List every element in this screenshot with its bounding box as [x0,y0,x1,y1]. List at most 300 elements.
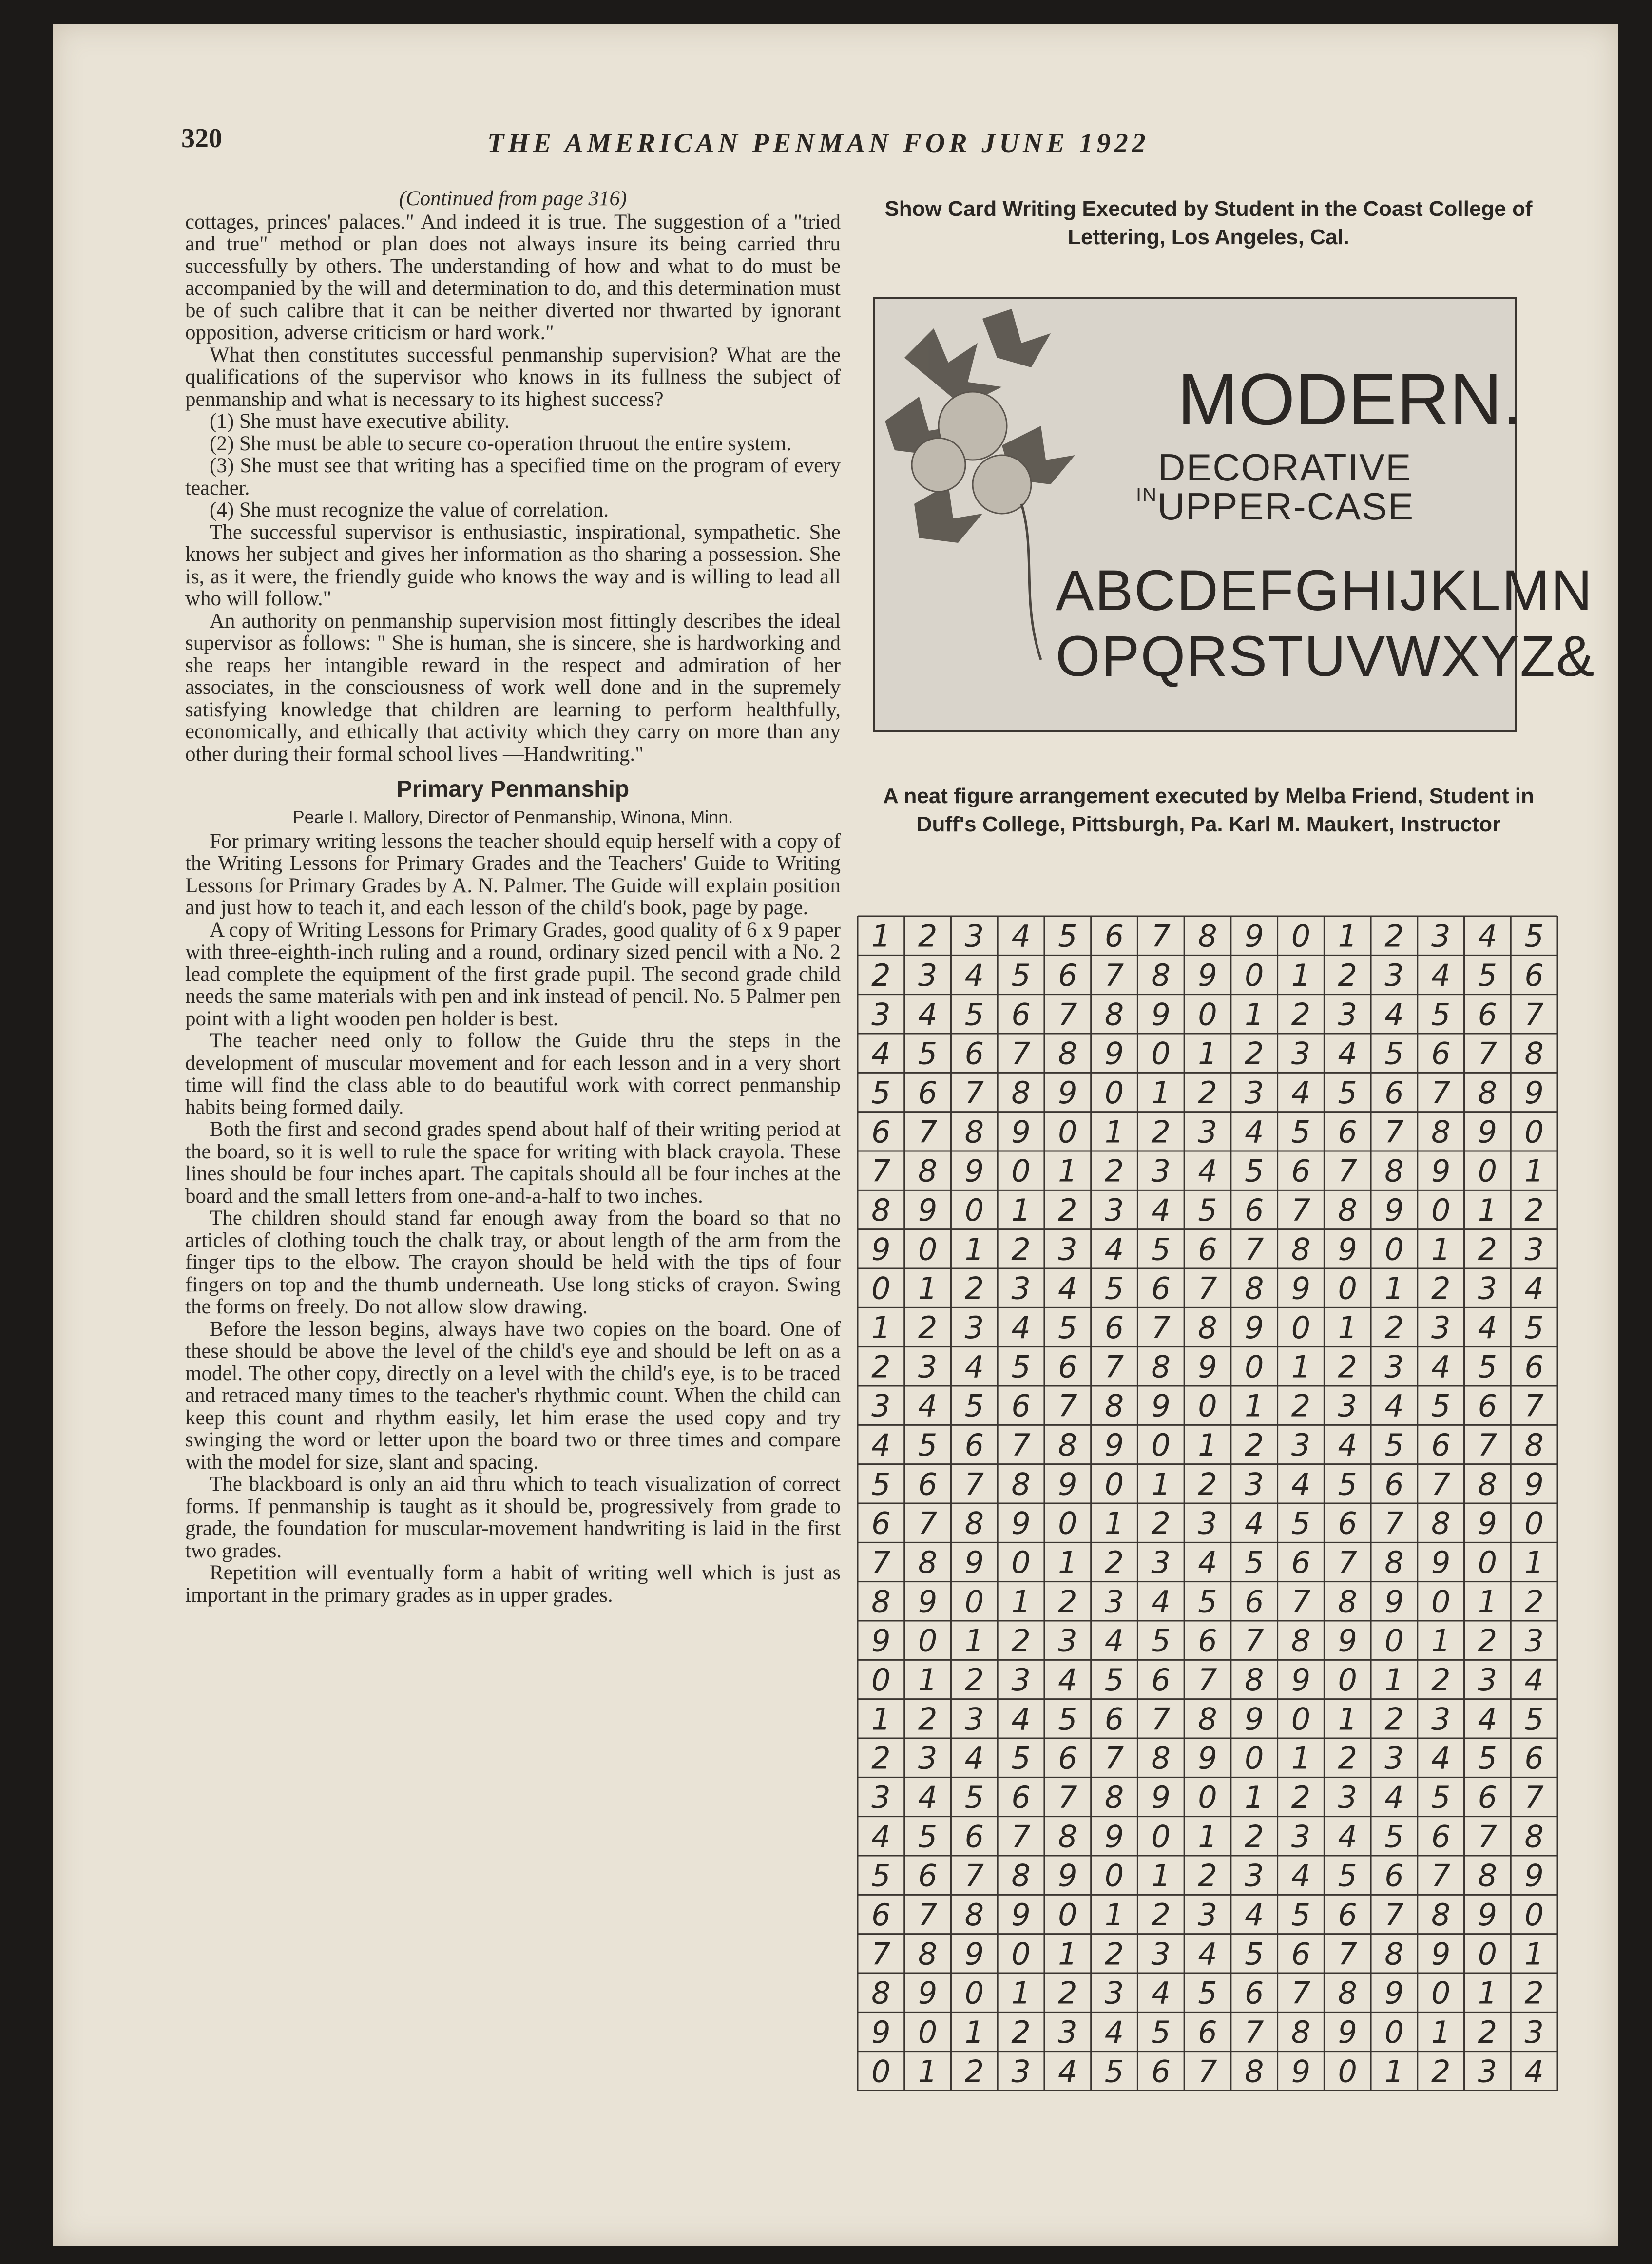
grid-digit: 9 [918,1975,938,2011]
grid-digit: 2 [1338,1740,1357,1776]
show-card-caption: Show Card Writing Executed by Student in the Coast College of Lettering, Los Angeles, Cal. [884,197,1533,249]
grid-digit: 9 [1151,1779,1171,1815]
grid-digit: 3 [1011,1662,1031,1698]
grid-digit: 6 [1338,1505,1357,1541]
grid-digit: 8 [1104,1388,1124,1424]
grid-digit: 9 [1058,1466,1077,1502]
grid-digit: 0 [1291,1701,1311,1737]
continued-note: (Continued from page 316) [399,187,627,210]
grid-digit: 4 [1151,1192,1171,1228]
grid-digit: 2 [1384,1701,1404,1737]
grid-digit: 8 [1058,1427,1077,1463]
grid-digit: 9 [1338,1623,1357,1659]
grid-digit: 9 [1431,1936,1451,1972]
grid-digit: 7 [1524,1779,1544,1815]
grid-digit: 6 [1104,1701,1124,1737]
grid-digit: 1 [1011,1975,1031,2011]
grid-digit: 0 [871,1270,891,1306]
grid-digit: 1 [1198,1036,1217,1072]
grid-digit: 1 [1338,918,1357,954]
grid-digit: 8 [1524,1819,1544,1855]
grid-digit: 4 [1431,1349,1451,1385]
grid-digit: 7 [1011,1036,1031,1072]
grid-digit: 9 [964,1936,984,1972]
grid-digit: 2 [964,1270,984,1306]
grid-digit: 6 [964,1427,984,1463]
grid-digit: 4 [1104,1623,1124,1659]
grid-digit: 8 [964,1505,984,1541]
grid-digit: 0 [918,1231,938,1267]
grid-digit: 0 [964,1192,984,1228]
grid-digit: 9 [1245,918,1264,954]
grid-digit: 1 [1338,1309,1357,1345]
grid-digit: 4 [918,1779,938,1815]
grid-digit: 4 [1011,918,1031,954]
grid-digit: 4 [1151,1975,1171,2011]
grid-digit: 9 [1058,1858,1077,1894]
grid-digit: 4 [1011,1701,1031,1737]
paragraph-authority: An authority on penmanship supervision most fittingly describes the ideal supervisor as follows: " She is human, she is sincere, she is hardworking and she reaps her intangible reward in the respect and admiration of her associates, in the consciousness of work well done and in the supremely satisfying knowledge that children are learning to perform healthfully, economically, and ethically that activity which they carry on more than any other during their formal school lives —Handwriting." [185,609,841,766]
grid-digit: 2 [1058,1975,1077,2011]
grid-digit: 8 [1478,1858,1498,1894]
grid-digit: 6 [1151,2053,1171,2090]
grid-digit: 8 [871,1975,891,2011]
grid-digit: 7 [1104,957,1124,993]
grid-digit: 5 [1245,1544,1264,1580]
grid-digit: 4 [964,1349,984,1385]
grid-digit: 6 [1338,1114,1357,1150]
grid-digit: 0 [1104,1074,1124,1111]
grid-digit: 4 [1524,1662,1544,1698]
show-card-alphabet-2: OPQRSTUVWXYZ& [1056,624,1595,689]
grid-digit: 9 [1198,1349,1217,1385]
grid-digit: 5 [1011,957,1031,993]
grid-digit: 3 [1245,1858,1264,1894]
grid-digit: 8 [1524,1036,1544,1072]
grid-digit: 3 [1151,1544,1171,1580]
grid-digit: 8 [918,1544,938,1580]
grid-digit: 4 [1524,2053,1544,2090]
grid-digit: 3 [1338,997,1357,1033]
grid-digit: 9 [1011,1114,1031,1150]
grid-digit: 2 [1431,1662,1451,1698]
grid-digit: 8 [1524,1427,1544,1463]
grid-digit: 1 [1524,1153,1544,1189]
left-column-article [185,188,841,1606]
grid-digit: 2 [1198,1858,1217,1894]
grid-digit: 1 [918,2053,938,2090]
grid-digit: 6 [1058,1740,1077,1776]
grid-digit: 2 [1151,1505,1171,1541]
grid-digit: 6 [918,1074,938,1111]
grid-digit: 4 [1338,1427,1357,1463]
grid-digit: 1 [1478,1975,1498,2011]
grid-digit: 2 [1245,1427,1264,1463]
grid-digit: 6 [871,1505,891,1541]
grid-digit: 0 [871,2053,891,2090]
grid-digit: 2 [1151,1114,1171,1150]
grid-digit: 9 [1104,1819,1124,1855]
grid-digit: 5 [1151,1623,1171,1659]
grid-digit: 7 [1478,1036,1498,1072]
grid-digit: 4 [918,1388,938,1424]
grid-digit: 7 [871,1153,891,1189]
grid-digit: 8 [1104,997,1124,1033]
grid-digit: 3 [1198,1114,1217,1150]
grid-digit: 5 [1198,1975,1217,2011]
grid-digit: 3 [1431,1309,1451,1345]
grid-digit: 6 [1478,1779,1498,1815]
grid-digit: 0 [1291,1309,1311,1345]
grid-digit: 9 [918,1584,938,1620]
grid-digit: 0 [1198,997,1217,1033]
grid-digit: 1 [871,918,891,954]
grid-digit: 3 [1524,1623,1544,1659]
grid-digit: 7 [1151,918,1171,954]
grid-digit: 7 [964,1858,984,1894]
grid-digit: 5 [918,1036,938,1072]
grid-digit: 6 [1245,1975,1264,2011]
grid-digit: 3 [918,1740,938,1776]
show-card-image [873,297,1595,732]
grid-digit: 3 [1291,1036,1311,1072]
grid-digit: 4 [1291,1074,1311,1111]
grid-digit: 5 [1011,1740,1031,1776]
grid-digit: 3 [1104,1975,1124,2011]
grid-digit: 1 [1384,1662,1404,1698]
grid-digit: 1 [1384,1270,1404,1306]
grid-digit: 9 [1151,997,1171,1033]
grid-digit: 3 [1338,1388,1357,1424]
grid-digit: 0 [1245,1740,1264,1776]
grid-digit: 9 [1384,1584,1404,1620]
grid-digit: 6 [1011,1388,1031,1424]
grid-digit: 2 [1245,1819,1264,1855]
grid-digit: 3 [1011,1270,1031,1306]
grid-digit: 9 [1245,1309,1264,1345]
grid-digit: 0 [1151,1427,1171,1463]
grid-digit: 7 [1384,1505,1404,1541]
grid-digit: 7 [1151,1309,1171,1345]
grid-digit: 9 [1478,1505,1498,1541]
grid-digit: 6 [1291,1153,1311,1189]
grid-digit: 7 [1011,1427,1031,1463]
grid-digit: 2 [964,1662,984,1698]
grid-digit: 5 [1524,1701,1544,1737]
grid-digit: 9 [1478,1114,1498,1150]
grid-digit: 5 [1198,1192,1217,1228]
grid-digit: 4 [1338,1819,1357,1855]
grid-digit: 7 [1478,1427,1498,1463]
grid-digit: 0 [1338,2053,1357,2090]
grid-digit: 4 [1384,1779,1404,1815]
grid-digit: 4 [1058,1270,1077,1306]
grid-digit: 2 [1384,1309,1404,1345]
grid-digit: 9 [871,2014,891,2050]
grid-digit: 1 [1011,1584,1031,1620]
grid-digit: 5 [918,1427,938,1463]
grid-digit: 3 [964,918,984,954]
grid-digit: 6 [1198,1231,1217,1267]
grid-digit: 4 [1291,1466,1311,1502]
grid-digit: 0 [918,2014,938,2050]
grid-digit: 6 [964,1036,984,1072]
grid-digit: 3 [1058,2014,1077,2050]
grid-digit: 3 [1104,1584,1124,1620]
grid-digit: 5 [1431,997,1451,1033]
grid-digit: 1 [918,1270,938,1306]
grid-digit: 1 [1524,1936,1544,1972]
grid-digit: 1 [1291,1740,1311,1776]
grid-digit: 7 [964,1074,984,1111]
grid-digit: 6 [1478,1388,1498,1424]
grid-digit: 6 [1338,1897,1357,1933]
grid-digit: 0 [1245,1349,1264,1385]
figure-grid-caption: A neat figure arrangement executed by Melba Friend, Student in Duff's College, Pittsburgh, Pa. Karl M. Maukert, Instructor [883,784,1534,836]
grid-digit: 2 [1104,1544,1124,1580]
grid-digit: 9 [1198,957,1217,993]
grid-digit: 2 [1478,2014,1498,2050]
grid-digit: 3 [1058,1623,1077,1659]
grid-digit: 8 [918,1936,938,1972]
grid-digit: 4 [1245,1114,1264,1150]
grid-digit: 6 [1431,1819,1451,1855]
grid-digit: 5 [1338,1466,1357,1502]
grid-digit: 3 [1011,2053,1031,2090]
grid-digit: 6 [1384,1466,1404,1502]
grid-digit: 2 [871,1349,891,1385]
grid-digit: 4 [1104,2014,1124,2050]
grid-digit: 8 [1058,1819,1077,1855]
grid-digit: 1 [1291,1349,1311,1385]
paragraph-primary-7: The blackboard is only an aid thru which to teach visualization of correct forms. If penmanship is taught as it should be, progressively from grade to grade, the foundation for muscular-movement handwriting is laid in the first two grades. [185,1473,841,1562]
grid-digit: 3 [1058,1231,1077,1267]
grid-digit: 9 [1338,2014,1357,2050]
grid-digit: 0 [1524,1897,1544,1933]
grid-digit: 2 [1151,1897,1171,1933]
grid-digit: 0 [1104,1466,1124,1502]
grid-digit: 3 [1338,1779,1357,1815]
grid-digit: 9 [964,1153,984,1189]
grid-digit: 1 [1291,957,1311,993]
grid-digit: 8 [1058,1036,1077,1072]
grid-digit: 2 [1291,997,1311,1033]
grid-digit: 7 [1151,1701,1171,1737]
grid-digit: 8 [964,1114,984,1150]
grid-digit: 5 [964,1388,984,1424]
grid-digit: 0 [1524,1505,1544,1541]
grid-digit: 8 [1338,1584,1357,1620]
grid-digit: 2 [964,2053,984,2090]
grid-digit: 6 [1011,1779,1031,1815]
grid-digit: 5 [1104,1662,1124,1698]
grid-digit: 4 [1384,1388,1404,1424]
grid-digit: 6 [1431,1427,1451,1463]
grid-digit: 8 [1338,1975,1357,2011]
grid-digit: 5 [1291,1505,1311,1541]
grid-digit: 9 [1104,1427,1124,1463]
grid-digit: 2 [918,1701,938,1737]
show-card-title: MODERN. [1177,358,1523,440]
grid-digit: 1 [1245,997,1264,1033]
grid-digit: 9 [1431,1153,1451,1189]
grid-digit: 7 [1338,1936,1357,1972]
grid-digit: 6 [1198,2014,1217,2050]
grid-digit: 5 [1478,1349,1498,1385]
grid-digit: 5 [1384,1036,1404,1072]
grid-digit: 6 [964,1819,984,1855]
grid-digit: 9 [871,1623,891,1659]
grid-digit: 0 [1011,1544,1031,1580]
show-card-upper-case-label: UPPER-CASE [1157,485,1415,528]
grid-digit: 6 [1524,957,1544,993]
grid-digit: 3 [1104,1192,1124,1228]
grid-digit: 2 [1245,1036,1264,1072]
grid-digit: 0 [1384,2014,1404,2050]
grid-digit: 5 [871,1466,891,1502]
grid-digit: 2 [1011,1231,1031,1267]
grid-digit: 8 [1291,1623,1311,1659]
grid-digit: 2 [1011,2014,1031,2050]
grid-digit: 7 [871,1936,891,1972]
grid-digit: 6 [1384,1858,1404,1894]
grid-digit: 3 [1151,1936,1171,1972]
grid-digit: 9 [1291,1662,1311,1698]
grid-digit: 4 [964,957,984,993]
grid-digit: 4 [1198,1936,1217,1972]
grid-digit: 4 [918,997,938,1033]
grid-digit: 8 [1151,1740,1171,1776]
grid-digit: 0 [1198,1388,1217,1424]
grid-digit: 8 [1011,1466,1031,1502]
grid-digit: 4 [1338,1036,1357,1072]
grid-digit: 2 [1291,1779,1311,1815]
grid-digit: 3 [1524,2014,1544,2050]
show-card-alphabet-1: ABCDEFGHIJKLMN [1056,558,1594,623]
grid-digit: 2 [1011,1623,1031,1659]
list-item-1: (1) She must have executive ability. [210,410,510,433]
grid-digit: 3 [1524,1231,1544,1267]
grid-digit: 5 [1291,1114,1311,1150]
grid-digit: 5 [964,1779,984,1815]
grid-digit: 9 [964,1544,984,1580]
paragraph-primary-4: Both the first and second grades spend about half of their writing period at the board, so it is well to rule the space for writing with black crayola. These lines should be four inches apart. The capitals should all be four inches at the board and the small letters from one-and-a-half to two inches. [185,1118,841,1208]
page-number: 320 [181,123,222,153]
grid-digit: 7 [918,1897,938,1933]
grid-digit: 9 [1384,1975,1404,2011]
paragraph-primary-1: For primary writing lessons the teacher should equip herself with a copy of the Writing Lessons for Primary Grades and the Teachers' Guide to Writing Lessons for Primary Grades by A. N. Palmer. The Guide will explain position and just how to teach it, and each lesson of the child's book, page by page. [185,829,841,919]
grid-digit: 7 [1198,1662,1217,1698]
grid-digit: 6 [871,1114,891,1150]
grid-digit: 0 [918,1623,938,1659]
grid-digit: 7 [1198,1270,1217,1306]
grid-digit: 9 [1011,1505,1031,1541]
grid-digit: 6 [1104,918,1124,954]
grid-digit: 2 [1524,1192,1544,1228]
grid-digit: 0 [1011,1153,1031,1189]
grid-digit: 1 [1058,1153,1077,1189]
grid-digit: 5 [1104,2053,1124,2090]
grid-digit: 8 [1478,1466,1498,1502]
paragraph-intro: cottages, princes' palaces." And indeed it is true. The suggestion of a "tried and true" method or plan does not always insure its being carried thru successfully by others. The understanding of how and what to do must be accompanied by the will and determination to do, and this determination must be of such calibre that it can be neither diverted nor thwarted by ignorant opposition, adverse criticism or hard work." [185,210,841,344]
grid-digit: 9 [1524,1074,1544,1111]
grid-digit: 4 [1478,1309,1498,1345]
grid-digit: 9 [1058,1074,1077,1111]
grid-digit: 5 [1524,1309,1544,1345]
grid-digit: 6 [1151,1270,1171,1306]
grid-digit: 1 [1431,2014,1451,2050]
grid-digit: 0 [1011,1936,1031,1972]
grid-digit: 0 [1431,1975,1451,2011]
grid-digit: 7 [1384,1897,1404,1933]
grid-digit: 1 [1431,1231,1451,1267]
grid-digit: 5 [871,1858,891,1894]
grid-digit: 0 [1384,1623,1404,1659]
grid-digit: 4 [1431,1740,1451,1776]
grid-digit: 6 [871,1897,891,1933]
grid-digit: 7 [1011,1819,1031,1855]
grid-digit: 3 [918,957,938,993]
grid-digit: 0 [1478,1936,1498,1972]
grid-digit: 0 [1431,1584,1451,1620]
grid-digit: 1 [1104,1897,1124,1933]
grid-digit: 5 [1478,1740,1498,1776]
grid-digit: 7 [1058,997,1077,1033]
grid-digit: 6 [1478,997,1498,1033]
grid-digit: 5 [1431,1388,1451,1424]
grid-digit: 0 [1151,1036,1171,1072]
grid-digit: 1 [1431,1623,1451,1659]
grid-digit: 3 [1245,1074,1264,1111]
grid-digit: 1 [871,1701,891,1737]
grid-digit: 1 [1338,1701,1357,1737]
grid-digit: 8 [871,1192,891,1228]
grid-digit: 5 [1058,1701,1077,1737]
grid-digit: 7 [1291,1975,1311,2011]
grid-digit: 4 [1478,1701,1498,1737]
grid-digit: 1 [1245,1779,1264,1815]
grid-digit: 3 [964,1309,984,1345]
grid-digit: 3 [1384,1349,1404,1385]
grid-digit: 4 [1198,1153,1217,1189]
grid-digit: 0 [1478,1544,1498,1580]
grid-digit: 4 [1104,1231,1124,1267]
paragraph-primary-8: Repetition will eventually form a habit of writing well which is just as important in the primary grades as in upper grades. [185,1561,841,1607]
grid-digit: 8 [1384,1544,1404,1580]
paragraph-primary-5: The children should stand far enough away from the board so that no articles of clothing touch the chalk tray, or about length of the arm from the finger tips to the elbow. The crayon should be held with the tips of four fingers on top and the thumb underneath. Use long sticks of crayon. Swing the forms on freely. Do not allow slow drawing. [185,1207,841,1318]
grid-digit: 9 [1291,1270,1311,1306]
grid-digit: 6 [918,1858,938,1894]
grid-digit: 1 [964,1231,984,1267]
grid-digit: 5 [1058,918,1077,954]
grid-digit: 0 [1384,1231,1404,1267]
grid-digit: 8 [1151,1349,1171,1385]
grid-digit: 4 [1151,1584,1171,1620]
article-byline: Pearle I. Mallory, Director of Penmanship, Winona, Minn. [292,807,733,827]
grid-digit: 4 [964,1740,984,1776]
grid-digit: 5 [1291,1897,1311,1933]
grid-digit: 7 [1431,1858,1451,1894]
grid-digit: 8 [1198,918,1217,954]
grid-digit: 5 [1245,1153,1264,1189]
grid-digit: 0 [1338,1270,1357,1306]
grid-digit: 6 [1291,1544,1311,1580]
grid-digit: 5 [1245,1936,1264,1972]
grid-digit: 1 [918,1662,938,1698]
grid-digit: 5 [1151,1231,1171,1267]
grid-digit: 2 [1384,918,1404,954]
grid-digit: 8 [1011,1858,1031,1894]
